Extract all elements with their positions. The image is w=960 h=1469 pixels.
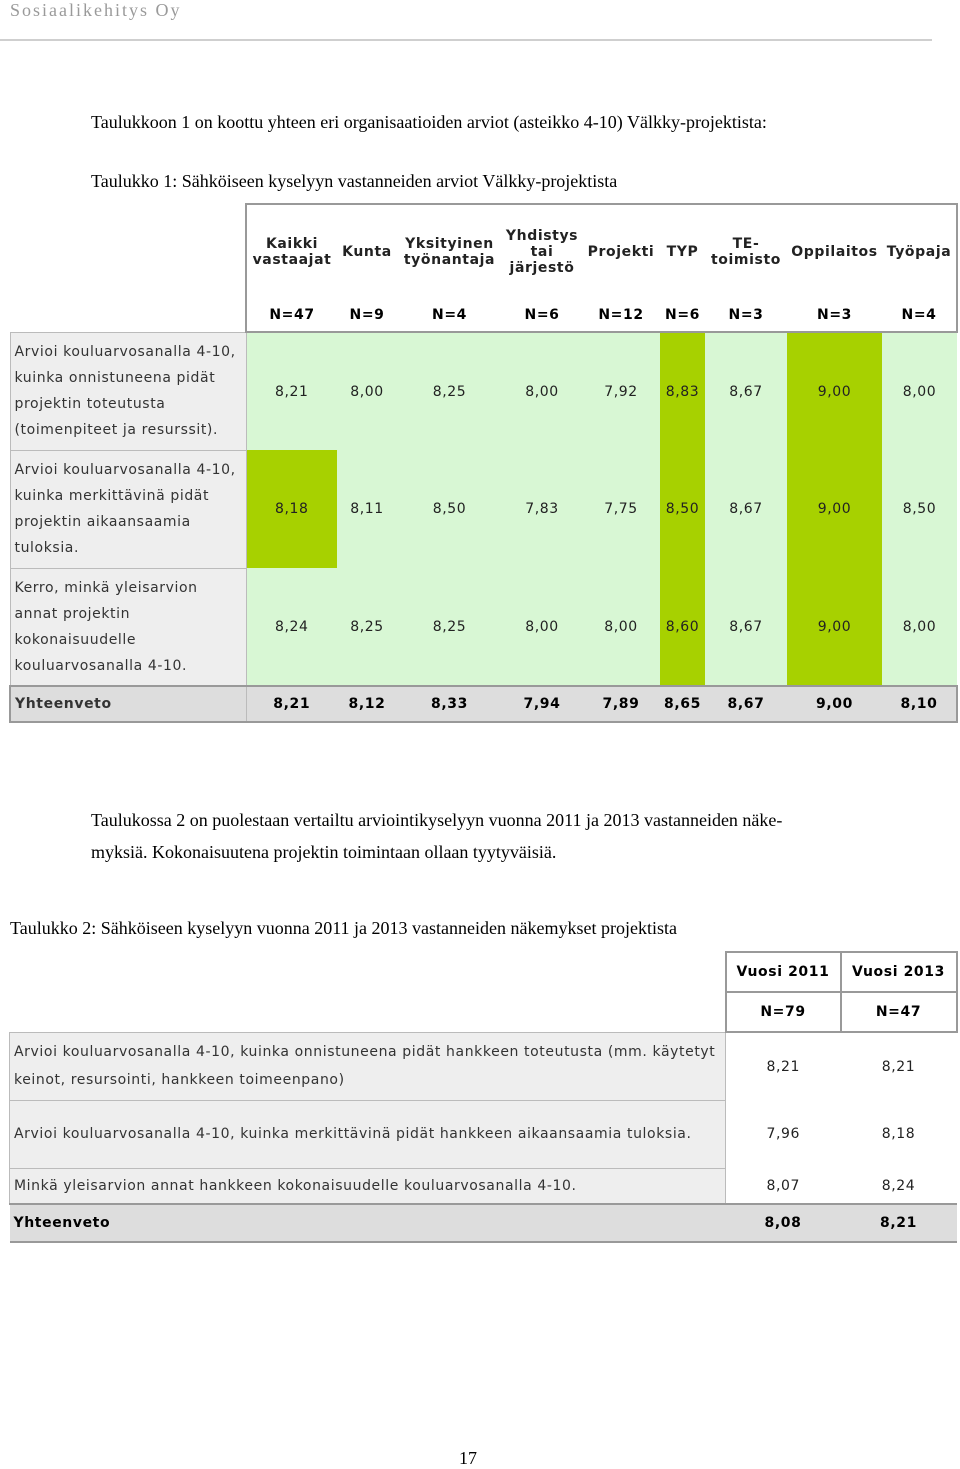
cell-value: 7,96	[766, 1126, 801, 1142]
cell-value: 8,25	[397, 332, 502, 450]
summary-label: Yhteenveto	[10, 1204, 726, 1242]
n-count: N=79	[726, 992, 841, 1032]
paragraph-2-line-2: myksiä. Kokonaisuutena projektin toimintaan ollaan tyytyväisiä.	[91, 842, 557, 862]
summary-value: 8,67	[705, 686, 787, 722]
summary-value: 7,89	[582, 686, 660, 722]
col-header: Vuosi 2013	[841, 952, 957, 992]
n-count: N=4	[397, 298, 502, 332]
cell-value: 9,00	[787, 332, 882, 450]
n-count: N=47	[246, 298, 337, 332]
cell-value: 8,60	[660, 568, 705, 686]
paragraph-2	[91, 804, 931, 868]
cell-value: 8,24	[881, 1177, 916, 1194]
summary-value: 9,00	[787, 686, 882, 722]
cell-value: 8,11	[337, 450, 397, 568]
n-count: N=3	[787, 298, 882, 332]
summary-value: 7,94	[502, 686, 582, 722]
col-header: Vuosi 2011	[726, 952, 841, 992]
paragraph-2-line-1: Taulukossa 2 on puolestaan vertailtu arviointikyselyyn vuonna 2011 ja 2013 vastanneiden näke-	[91, 810, 783, 830]
cell-value: 8,50	[882, 450, 957, 568]
summary-value: 8,65	[660, 686, 705, 722]
cell-value: 8,00	[582, 568, 660, 686]
col-header: TYP	[660, 204, 705, 298]
summary-value: 8,10	[882, 686, 957, 722]
n-count: N=6	[660, 298, 705, 332]
table1-header-row	[10, 204, 957, 298]
cell-value: 8,24	[246, 568, 337, 686]
table-row	[10, 1100, 957, 1168]
cell-value: 8,07	[766, 1177, 801, 1194]
cell-value: 8,25	[397, 568, 502, 686]
cell-value: 9,00	[787, 568, 882, 686]
col-header: Kunta	[337, 204, 397, 298]
row-question: Kerro, minkä yleisarvion annat projektin kokonaisuudelle kouluarvosanalla 4-10.	[10, 568, 246, 686]
col-header: Työpaja	[882, 204, 957, 298]
cell-value: 7,92	[582, 332, 660, 450]
col-header: Oppilaitos	[787, 204, 882, 298]
col-header: Yhdistys tai järjestö	[502, 204, 582, 298]
cell-value: 8,21	[766, 1058, 801, 1075]
table-row	[10, 568, 957, 686]
summary-value: 8,33	[397, 686, 502, 722]
table-2	[9, 951, 958, 1243]
row-question: Arvioi kouluarvosanalla 4-10, kuinka onnistuneena pidät hankkeen toteutusta (mm. käytetyt keinot, resursointi, hankkeen toimeenpano)	[10, 1032, 726, 1100]
cell-value: 8,50	[660, 450, 705, 568]
header-rule	[0, 39, 932, 41]
row-question: Minkä yleisarvion annat hankkeen kokonaisuudelle kouluarvosanalla 4-10.	[10, 1168, 726, 1204]
table-1	[9, 203, 958, 723]
cell-value: 8,00	[502, 332, 582, 450]
col-header: Projekti	[582, 204, 660, 298]
table2-caption: Taulukko 2: Sähköiseen kyselyyn vuonna 2011 ja 2013 vastanneiden näkemykset projektista	[10, 918, 677, 938]
cell-value: 8,67	[705, 568, 787, 686]
cell-value: 8,67	[705, 332, 787, 450]
col-header: Kaikki vastaajat	[246, 204, 337, 298]
cell-value: 8,00	[502, 568, 582, 686]
summary-value: 8,21	[246, 686, 337, 722]
col-header: Yksityinen työnantaja	[397, 204, 502, 298]
table1-caption: Taulukko 1: Sähköiseen kyselyyn vastanneiden arviot Välkky-projektista	[91, 171, 618, 191]
table-row	[10, 1032, 957, 1100]
cell-value: 8,25	[337, 568, 397, 686]
cell-value: 8,21	[246, 332, 337, 450]
cell-value: 8,18	[246, 450, 337, 568]
row-question: Arvioi kouluarvosanalla 4-10, kuinka merkittävinä pidät hankkeen aikaansaamia tuloksia.	[10, 1100, 726, 1168]
intro-paragraph: Taulukkoon 1 on koottu yhteen eri organisaatioiden arviot (asteikko 4-10) Välkky-projektista:	[91, 112, 767, 132]
table-row	[10, 332, 957, 450]
summary-label: Yhteenveto	[10, 686, 246, 722]
n-count: N=9	[337, 298, 397, 332]
summary-value: 8,12	[337, 686, 397, 722]
table1-n-row	[10, 298, 957, 332]
table2-n-row	[10, 992, 957, 1032]
cell-value: 8,67	[705, 450, 787, 568]
table-row	[10, 1168, 957, 1204]
n-count: N=12	[582, 298, 660, 332]
summary-row	[10, 686, 957, 722]
n-count: N=3	[705, 298, 787, 332]
cell-value: 8,50	[397, 450, 502, 568]
header-company: Sosiaalikehitys Oy	[10, 0, 182, 20]
table2-header-row	[10, 952, 957, 992]
n-count: N=47	[841, 992, 957, 1032]
page-number: 17	[459, 1448, 477, 1468]
col-header: TE-toimisto	[705, 204, 787, 298]
table-row	[10, 450, 957, 568]
row-question: Arvioi kouluarvosanalla 4-10, kuinka merkittävinä pidät projektin aikaansaamia tuloksia.	[10, 450, 246, 568]
summary-value: 8,21	[841, 1204, 957, 1242]
cell-value: 8,00	[882, 332, 957, 450]
cell-value: 8,00	[337, 332, 397, 450]
cell-value: 8,00	[882, 568, 957, 686]
cell-value: 8,21	[881, 1058, 916, 1075]
cell-value: 8,18	[881, 1126, 916, 1142]
n-count: N=6	[502, 298, 582, 332]
summary-value: 8,08	[726, 1204, 841, 1242]
cell-value: 7,75	[582, 450, 660, 568]
cell-value: 7,83	[502, 450, 582, 568]
n-count: N=4	[882, 298, 957, 332]
cell-value: 9,00	[787, 450, 882, 568]
cell-value: 8,83	[660, 332, 705, 450]
summary-row	[10, 1204, 957, 1242]
row-question: Arvioi kouluarvosanalla 4-10, kuinka onnistuneena pidät projektin toteutusta (toimenpiteet ja resurssit).	[10, 332, 246, 450]
